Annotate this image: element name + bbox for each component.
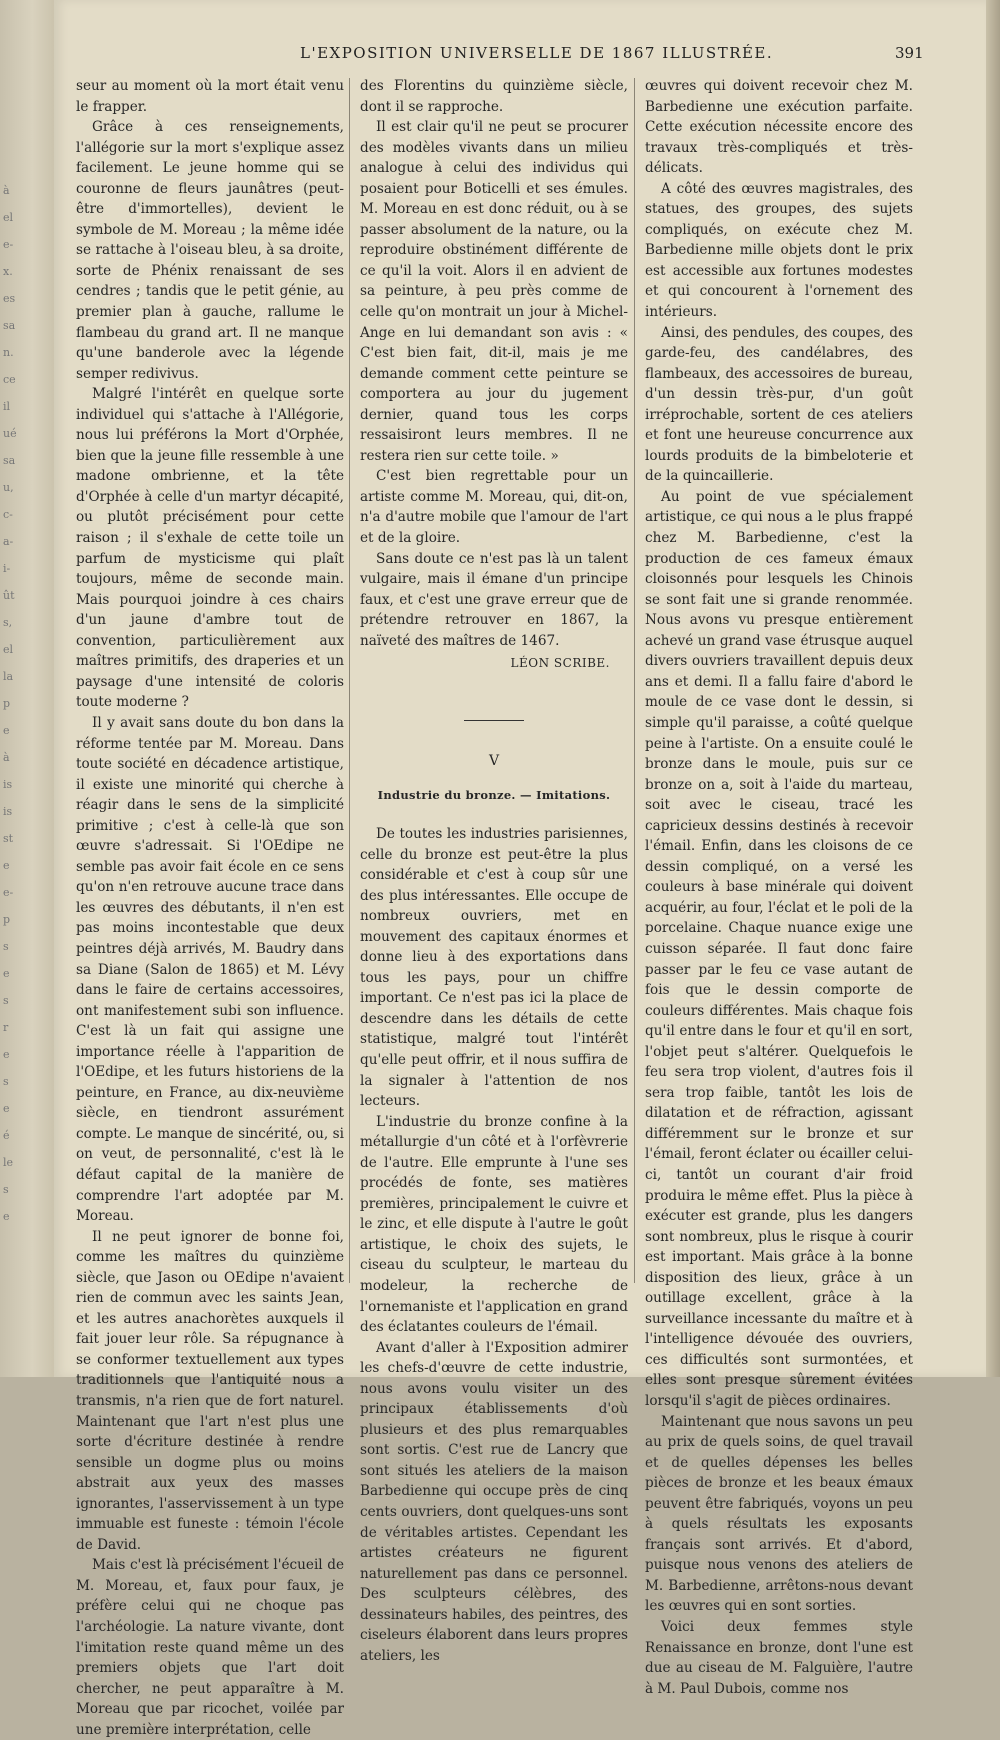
margin-fragment: st	[3, 832, 14, 845]
margin-fragment: à	[3, 184, 10, 197]
paragraph: des Florentins du quinzième siècle, dont il se rapproche.	[360, 78, 628, 115]
paragraph: Il ne peut ignorer de bonne foi, comme les maîtres du quinzième siècle, que Jason ou OEdipe n'avaient rien de commun avec les saints Jean, et les autres anachorètes auxquels il fait jouer leur rôle. Sa répugnance à se conformer textuellement aux types traditionnels que l'antiquité nous a transmis, n'a rien que de fort naturel. Maintenant que l'art n'est plus une sorte d'écriture destinée à rendre sensible un dogme plus ou moins abstrait aux yeux des masses ignorantes, l'asservissement à un type immuable est funeste : témoin l'école de David.	[76, 1228, 344, 1553]
column-3	[645, 76, 913, 1699]
paragraph: L'industrie du bronze confine à la métallurgie d'un côté et à l'orfèvrerie de l'autre. Elle emprunte à l'une ses procédés de fonte, ses matières premières, principalement le cuivre et le zinc, et elle dispute à l'autre le goût artistique, le choix des sujets, le ciseau du sculpteur, le marteau du modeleur, la recherche de l'ornemaniste et l'application en grand des éclatantes couleurs de l'émail.	[360, 1113, 628, 1336]
margin-fragment: e	[3, 859, 10, 872]
page-edge	[986, 0, 1000, 1377]
margin-fragment: s	[3, 1075, 9, 1088]
margin-fragment: is	[3, 805, 13, 818]
margin-fragment: e	[3, 724, 10, 737]
margin-fragment: a-	[3, 535, 14, 548]
margin-fragment: e	[3, 1210, 10, 1223]
column-separator	[349, 78, 350, 1283]
facing-page-strip	[0, 0, 54, 1377]
paragraph: A côté des œuvres magistrales, des statues, des groupes, des sujets compliqués, on exécute chez M. Barbedienne mille objets dont le prix est accessible aux fortunes modestes et qui concourent à l'ornement des intérieurs.	[645, 180, 913, 321]
column-2	[360, 76, 628, 1666]
margin-fragment: e	[3, 1048, 10, 1061]
margin-fragment: el	[3, 643, 14, 656]
margin-fragment: ût	[3, 589, 15, 602]
paragraph: Malgré l'intérêt en quelque sorte individuel qui s'attache à l'Allégorie, nous lui préférons la Mort d'Orphée, bien que la jeune fille ressemble à une madone ombrienne, et la tête d'Orphée à celle d'un martyr décapité, ou plutôt précisément pour cette raison ; il s'exhale de cette toile un parfum de mysticisme qui plaît toujours, même de seconde main. Mais pourquoi joindre à ces chairs d'un jaune d'ambre tout de convention, particulièrement aux maîtres primitifs, des draperies et un paysage d'une intensité de coloris toute moderne ?	[76, 386, 344, 711]
paragraph: Mais c'est là précisément l'écueil de M. Moreau, et, faux pour faux, je préfère celui qui ne choque pas l'archéologie. La nature vivante, dont l'imitation reste quand même un des premiers objets que l'art doit chercher, ne peut apparaître à M. Moreau que par ricochet, voilée par une première interprétation, celle	[76, 1557, 344, 1738]
section-title: Industrie du bronze. — Imitations.	[377, 788, 611, 803]
column-1	[76, 76, 344, 1740]
author-signature: LÉON SCRIBE.	[510, 656, 610, 671]
margin-fragment: s	[3, 940, 9, 953]
margin-fragment: la	[3, 670, 14, 683]
margin-fragment: s	[3, 1183, 9, 1196]
paragraph: Maintenant que nous savons un peu au prix de quels soins, de quel travail et de quelles dépenses les belles pièces de bronze et les beaux émaux peuvent être fabriqués, voyons un peu à quels résultats les exposants français sont arrivés. Et d'abord, puisque nous venons des ateliers de M. Barbedienne, arrêtons-nous devant les œuvres qui en sont sorties.	[645, 1413, 913, 1615]
section-number: V	[488, 752, 500, 769]
paragraph: C'est bien regrettable pour un artiste comme M. Moreau, qui, dit-on, n'a d'autre mobile que l'amour de l'art et de la gloire.	[360, 468, 628, 547]
running-title: L'EXPOSITION UNIVERSELLE DE 1867 ILLUSTRÉE.	[300, 44, 774, 62]
margin-fragment: e-	[3, 886, 14, 899]
margin-fragment: i-	[3, 562, 11, 575]
margin-fragment: el	[3, 211, 14, 224]
margin-fragment: c-	[3, 508, 13, 521]
margin-fragment: x.	[3, 265, 13, 278]
paragraph: Voici deux femmes style Renaissance en bronze, dont l'une est due au ciseau de M. Falguière, l'autre à M. Paul Dubois, comme nos	[645, 1619, 913, 1697]
paragraph: Ainsi, des pendules, des coupes, des garde-feu, des candélabres, des flambeaux, des accessoires de bureau, d'un dessin très-pur, d'un goût irréprochable, sortent de ces ateliers et font une heureuse concurrence aux lourds produits de la bimbeloterie et de la quincaillerie.	[645, 324, 913, 485]
paragraph: Avant d'aller à l'Exposition admirer les chefs-d'œuvre de cette industrie, nous avons voulu visiter un des principaux établissements d'où plusieurs et des plus remarquables sont sortis. C'est rue de Lancry que sont situés les ateliers de la maison Barbedienne qui occupe près de cinq cents ouvriers, dont quelques-uns sont de véritables artistes. Cependant les artistes créateurs ne figurent naturellement pas dans ce personnel. Des sculpteurs célèbres, des dessinateurs habiles, des peintres, des ciseleurs élaborent dans leurs propres ateliers, les	[360, 1339, 628, 1664]
margin-fragment: sa	[3, 454, 16, 467]
paragraph: Il y avait sans doute du bon dans la réforme tentée par M. Moreau. Dans toute société en décadence artistique, il existe une minorité qui cherche à réagir dans le sens de la simplicité primitive ; c'est à celle-là que son œuvre s'adressait. Si l'OEdipe ne semble pas avoir fait école en ce sens qu'on n'en retrouve aucune trace dans les œuvres des débutants, il n'en est pas moins incontestable que deux peintres déjà arrivés, M. Baudry dans sa Diane (Salon de 1865) et M. Lévy dans le faire de certains accessoires, ont manifestement subi son influence. C'est là un fait qui assigne une importance réelle à l'apparition de l'OEdipe, et les futurs historiens de la peinture, en France, au dix-neuvième siècle, en tiendront assurément compte. Le manque de sincérité, ou, si on veut, de personnalité, c'est là le défaut capital de la manière de comprendre l'art adoptée par M. Moreau.	[76, 714, 344, 1225]
margin-fragment: n.	[3, 346, 14, 359]
margin-fragment: es	[3, 292, 16, 305]
margin-fragment: ce	[3, 373, 16, 386]
paragraph: Grâce à ces renseignements, l'allégorie sur la mort s'explique assez facilement. Le jeune homme qui se couronne de fleurs jaunâtres (peut-être d'immortelles), devient le symbole de M. Moreau ; la même idée se rattache à l'oiseau bleu, à sa droite, sorte de Phénix renaissant de ses cendres ; tandis que le petit génie, au premier plan à gauche, rallume le flambeau du grand art. Il ne manque qu'une banderole avec la légende semper redivivus.	[76, 119, 344, 382]
margin-fragment: p	[3, 913, 11, 926]
margin-fragment: il	[3, 400, 11, 413]
margin-fragment: é	[3, 1129, 10, 1142]
margin-fragment: u,	[3, 481, 14, 494]
margin-fragment: e	[3, 967, 10, 980]
margin-fragment: s	[3, 994, 9, 1007]
margin-fragment: s,	[3, 616, 13, 629]
margin-fragment: sa	[3, 319, 16, 332]
margin-fragment: ué	[3, 427, 17, 440]
paragraph: Au point de vue spécialement artistique, ce qui nous a le plus frappé chez M. Barbedienne, c'est la production de ces fameux émaux cloisonnés pour lesquels les Chinois se sont fait une si grande renommée. Nous avons vu presque entièrement achevé un grand vase étrusque auquel divers ouvriers travaillent depuis deux ans et demi. Il a fallu faire d'abord le moule de ce vase dont le dessin, si simple qu'il paraisse, a coûté quelque peine à l'artiste. On a ensuite coulé le bronze dans le moule, puis sur ce bronze on a, soit à l'aide du marteau, soit avec le ciseau, tracé les capricieux dessins destinés à recevoir l'émail. Enfin, dans les cloisons de ce dessin compliqué, on a versé les couleurs à base minérale qui doivent acquérir, au four, l'éclat et le poli de la porcelaine. Chaque nuance exige une cuisson séparée. Il faut donc faire passer par le feu ce vase autant de fois que le dessin comporte de couleurs différentes. Mais chaque fois qu'il entre dans le four et qu'il en sort, l'objet peut s'altérer. Quelquefois le feu sera trop violent, d'autres fois il sera trop faible, tantôt les lois de dilatation et de réfraction, agissant différemment sur le bronze et sur l'émail, feront éclater ou écailler celui-ci, tantôt un courant d'air froid produira le même effet. Plus la pièce à exécuter est grande, plus les dangers sont nombreux, plus le risque à courir est important. Mais grâce à la bonne disposition des lieux, grâce à un outillage excellent, grâce à la surveillance incessante du maître et à l'intelligence dévouée des ouvriers, ces difficultés sont surmontées, et elles sont presque sûrement évitées lorsqu'il s'agit de pièces ordinaires.	[645, 488, 913, 1409]
margin-fragment: à	[3, 751, 10, 764]
margin-fragment: e	[3, 1102, 10, 1115]
margin-fragment: e-	[3, 238, 14, 251]
paragraph: Sans doute ce n'est pas là un talent vulgaire, mais il émane d'un principe faux, et c'est une grave erreur que de prétendre retrouver en 1867, la naïveté des maîtres de 1467.	[360, 550, 628, 649]
column-separator	[634, 78, 635, 1283]
margin-fragment: r	[3, 1021, 9, 1034]
margin-fragment: p	[3, 697, 11, 710]
section-divider	[464, 720, 524, 721]
page-number: 391	[895, 44, 924, 62]
paragraph: seur au moment où la mort était venu le frapper.	[76, 78, 344, 115]
margin-fragment: le	[3, 1156, 14, 1169]
paragraph: Il est clair qu'il ne peut se procurer des modèles vivants dans un milieu analogue à celui des individus qui posaient pour Boticelli et ses émules. M. Moreau en est donc réduit, ou à se passer absolument de la nature, ou la reproduire obstinément différente de ce qu'il la voit. Alors il en advient de sa peinture, à peu près comme de celle qu'on montrait un jour à Michel-Ange en lui demandant son avis : « C'est bien fait, dit-il, mais je me demande comment cette peinture se comportera au jour du jugement dernier, quand tous les corps ressaisiront leurs membres. Il ne restera rien sur cette toile. »	[360, 119, 628, 464]
paragraph: œuvres qui doivent recevoir chez M. Barbedienne une exécution parfaite. Cette exécution nécessite encore des travaux très-compliqués et très-délicats.	[645, 78, 913, 177]
margin-fragment: is	[3, 778, 13, 791]
paragraph: De toutes les industries parisiennes, celle du bronze est peut-être la plus considérable et c'est à coup sûr une des plus intéressantes. Elle occupe de nombreux ouvriers, met en mouvement des capitaux énormes et donne lieu à des exportations dans tous les pays, pour un chiffre important. Ce n'est pas ici la place de descendre dans les détails de cette statistique, malgré tout l'intérêt qu'elle peut offrir, et il nous suffira de la signaler à l'attention de nos lecteurs.	[360, 825, 628, 1110]
